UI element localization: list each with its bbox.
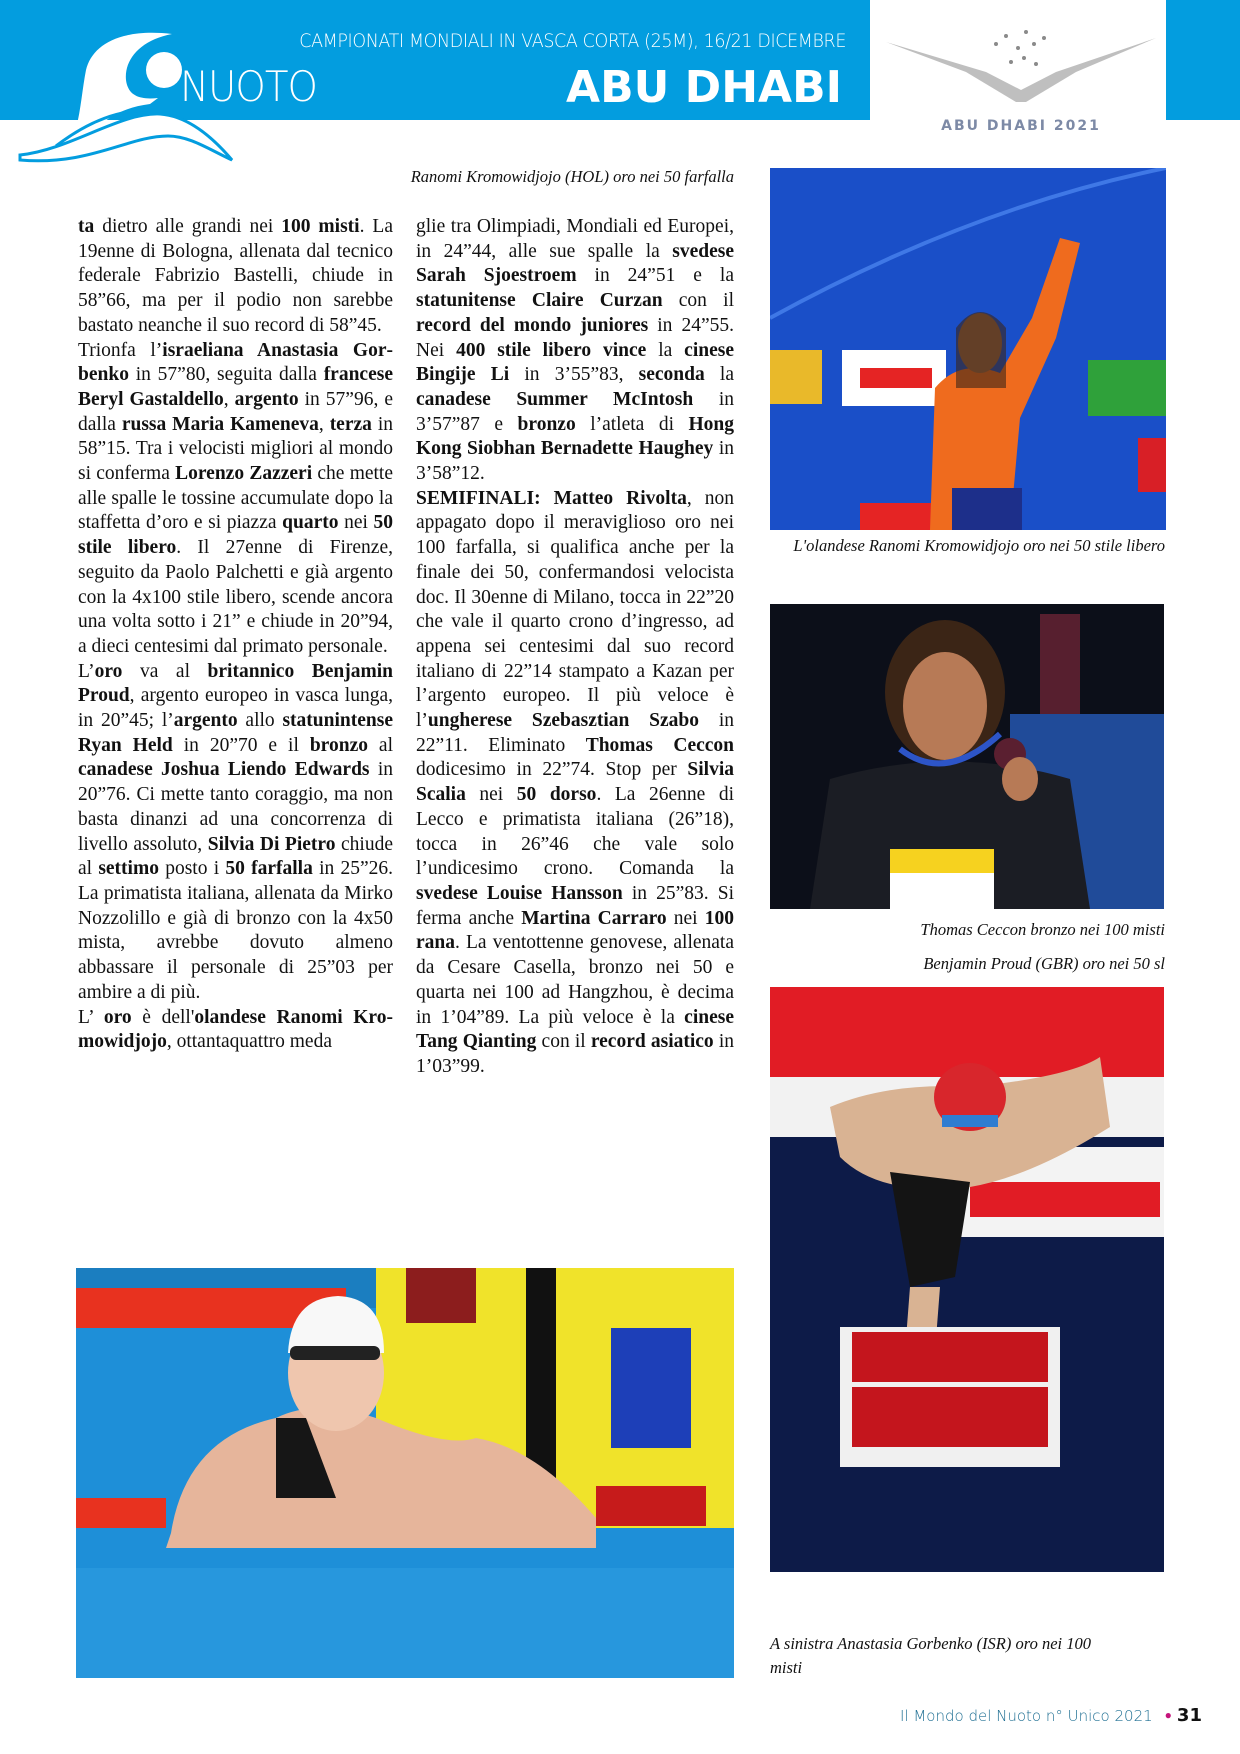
event-logo (876, 22, 1166, 150)
bold-text: Martina Carraro (521, 907, 667, 929)
bold-text: 50 farfalla (225, 858, 313, 880)
body-text: . La 26enne di Lecco e primatista italiana (26”18), tocca in 26”46 che vale solo l’undicesimo crono. Comanda la (416, 784, 735, 880)
bold-text: settimo (98, 858, 159, 880)
body-text: la (704, 364, 734, 386)
body-text: in 3’55”83, (509, 364, 639, 386)
body-text: nei (666, 907, 705, 929)
bold-text: 50 stile libero (78, 512, 393, 559)
bold-text: svedese Louise Hansson (416, 882, 623, 904)
bold-text: ta (78, 216, 95, 237)
photo-caption-top: Ranomi Kromowidjojo (HOL) oro nei 50 farfalla (410, 167, 734, 186)
body-text: dodicesimo in 22”74. Stop per (416, 759, 688, 781)
body-text: in 20”76. Ci mette tanto coraggio, ma non basta dinanzi ad una concorrenza di livello assoluto, (78, 759, 393, 855)
article-paragraph (78, 215, 393, 339)
photo-gorbenko-pool (76, 1268, 734, 1678)
bold-text: canadese Joshua Liendo Edwards (78, 759, 370, 781)
bold-text: Hong Kong Siobhan Bernadette Haughey (416, 413, 734, 460)
body-text: L’ (78, 1006, 104, 1028)
body-text: in 20”70 e il (172, 734, 310, 756)
body-text: . La 19enne di Bologna, allenata dal tecnico federale Fabrizio Bastelli, chiude in 58”66, ma per il podio non sarebbe bastato neanche il suo record di 58”45. (78, 216, 393, 336)
bold-text: record del mondo juniores (416, 314, 649, 336)
bold-text: Thomas Ceccon (585, 734, 734, 756)
bold-text: oro (94, 660, 123, 682)
bold-text: bronzo (517, 413, 576, 435)
body-text: in 22”11. Eliminato (416, 710, 734, 756)
body-text: nei (338, 512, 374, 534)
article-paragraph (78, 1006, 393, 1055)
body-text: la (646, 339, 685, 361)
page-footer (900, 1705, 1202, 1726)
bold-text: terza (329, 413, 372, 435)
bold-text: 50 dorso (516, 784, 597, 806)
article-paragraph (78, 339, 393, 660)
bold-text: Lorenzo Zazzeri (175, 463, 313, 485)
bold-text: francese Beryl Gastaldello (78, 364, 393, 410)
bold-text: argento (234, 388, 299, 410)
article-column-1 (78, 215, 393, 1055)
bold-text: statunintense Ryan Held (78, 710, 393, 756)
bold-text: record asiatico (590, 1031, 714, 1053)
bold-text: 100 rana (416, 907, 734, 954)
bold-text: olandese Ranomi Kromowidjojo (78, 1006, 393, 1053)
bold-text: statunitense Claire Curzan (416, 290, 663, 312)
bold-text: canadese Summer McIntosh (416, 388, 694, 410)
photo-proud-dive (770, 987, 1164, 1572)
body-text: dietro alle grandi nei (94, 216, 282, 237)
bold-text: cinese Bingije Li (416, 339, 734, 386)
body-text: . Il 27enne di Firenze, seguito da Paolo Palchetti e già argento con la 4x100 stile libero, scende ancora una volta sotto i 21” e chiude in 20”94, a dieci centesimi dal primato personale. (78, 537, 393, 657)
body-text: posto i (158, 858, 226, 880)
bold-text: quarto (282, 512, 339, 534)
body-text: Trionfa l’ (78, 339, 163, 361)
bold-text: Silvia Scalia (416, 759, 734, 806)
body-text: , argento europeo in vasca lunga, in 20”45; l’ (78, 685, 393, 732)
body-text: in 57”80, seguita dalla (128, 364, 324, 386)
bold-text: bronzo (309, 734, 368, 756)
bullet-icon: ● (1164, 1708, 1172, 1722)
body-text: glie tra Olimpiadi, Mondiali ed Europei, in 24”44, alle sue spalle la (416, 216, 734, 262)
body-text: al (367, 734, 394, 756)
bold-text: russa Maria Kameneva (121, 413, 319, 435)
body-text: L’ (78, 660, 95, 682)
body-text: con il (536, 1031, 591, 1053)
body-text: chiude al (78, 833, 393, 880)
body-text: in 57”96, e dalla (78, 388, 393, 435)
bold-text: britannico Benjamin Proud (78, 660, 393, 707)
body-text: in 58”15. Tra i velocisti migliori al mondo si conferma (78, 413, 393, 485)
body-text: allo (237, 710, 283, 732)
photo-caption-2: Thomas Ceccon bronzo nei 100 misti (920, 920, 1165, 939)
event-logo-text: ABU DHABI 2021 (941, 118, 1101, 134)
body-text: in 1’03”99. (416, 1031, 735, 1077)
photo-ceccon-medal (770, 604, 1164, 909)
bold-text: ungherese Szebasztian Szabo (427, 710, 700, 732)
body-text: , (318, 413, 330, 435)
body-text: in 25”83. Si ferma anche (416, 882, 734, 929)
photo-kromowidjojo-podium (770, 168, 1166, 530)
body-text: , non appagato dopo il meraviglioso oro nei 100 farfalla, si qualifica anche per la finale dei 50, confermandosi velocista doc. Il 30enne di Milano, tocca in 22”20 che vale il quarto crono d’ingresso, ad appena sei centesimi dal suo record italiano di 22”14 stampato a Kazan per l’argento europeo. Il più veloce è l’ (416, 487, 735, 732)
body-text: con il (662, 290, 734, 312)
page-title: ABU DHABI (566, 62, 842, 113)
bold-text: SEMIFINALI: Matteo Rivolta (416, 487, 687, 509)
body-text: che mette alle spalle le tossine accumulate dopo la staffetta d’oro e si piazza (78, 463, 394, 534)
photo-caption-1: L'olandese Ranomi Kromowidjojo oro nei 50 stile libero (793, 536, 1165, 555)
body-text: , ottantaquattro meda (166, 1031, 332, 1053)
page-number: 31 (1176, 1705, 1202, 1726)
publication-name: Il Mondo del Nuoto n° Unico 2021 (900, 1707, 1153, 1725)
body-text: in 24”55. Nei (416, 314, 734, 361)
bold-text: 100 misti (281, 216, 360, 237)
bold-text: oro (103, 1006, 132, 1028)
body-text: in 24”51 e la (576, 265, 734, 287)
body-text: l’atleta di (575, 413, 689, 435)
body-text: . La ventottenne genovese, allenata da Cesare Casella, bronzo nei 50 e quarta nei 100 ad Hangzhou, è decima in 1’04”89. La più veloce è la (416, 932, 734, 1028)
bold-text: 400 stile libero vince (456, 339, 647, 361)
body-text: va al (122, 660, 208, 682)
article-paragraph (78, 660, 393, 1006)
bold-text: israeliana Anastasia Gorbenko (78, 339, 393, 386)
body-text: in 3’57”87 e (416, 388, 734, 435)
header-subtitle: CAMPIONATI MONDIALI IN VASCA CORTA (25M), 16/21 DICEMBRE (299, 30, 846, 52)
article-column-2 (416, 215, 734, 1080)
bird-logo-icon (876, 22, 1166, 112)
bold-text: cinese Tang Qianting (416, 1006, 734, 1053)
body-text: in 25”26. La primatista italiana, allenata da Mirko Nozzolillo e già di bronzo con la 4x50 mista, avrebbe dovuto almeno abbassare il personale di 25”03 per ambire a di più. (78, 858, 393, 1003)
body-text: in 3’58”12. (416, 438, 734, 485)
body-text: nei (465, 784, 517, 806)
bold-text: seconda (638, 364, 705, 386)
bold-text: Silvia Di Pietro (207, 833, 336, 855)
body-text: , (223, 388, 235, 410)
article-paragraph (416, 215, 734, 487)
photo-caption-3: Benjamin Proud (GBR) oro nei 50 sl (923, 954, 1165, 973)
bold-text: argento (173, 710, 238, 732)
section-title: NUOTO (180, 62, 318, 111)
bold-text: svedese Sarah Sjoestroem (416, 240, 734, 287)
header-band-accent (1166, 0, 1240, 120)
photo-caption-bottom: A sinistra Anastasia Gorbenko (ISR) oro nei 100 misti (770, 1634, 1091, 1677)
body-text: è dell' (131, 1006, 195, 1028)
article-paragraph (416, 487, 734, 1080)
